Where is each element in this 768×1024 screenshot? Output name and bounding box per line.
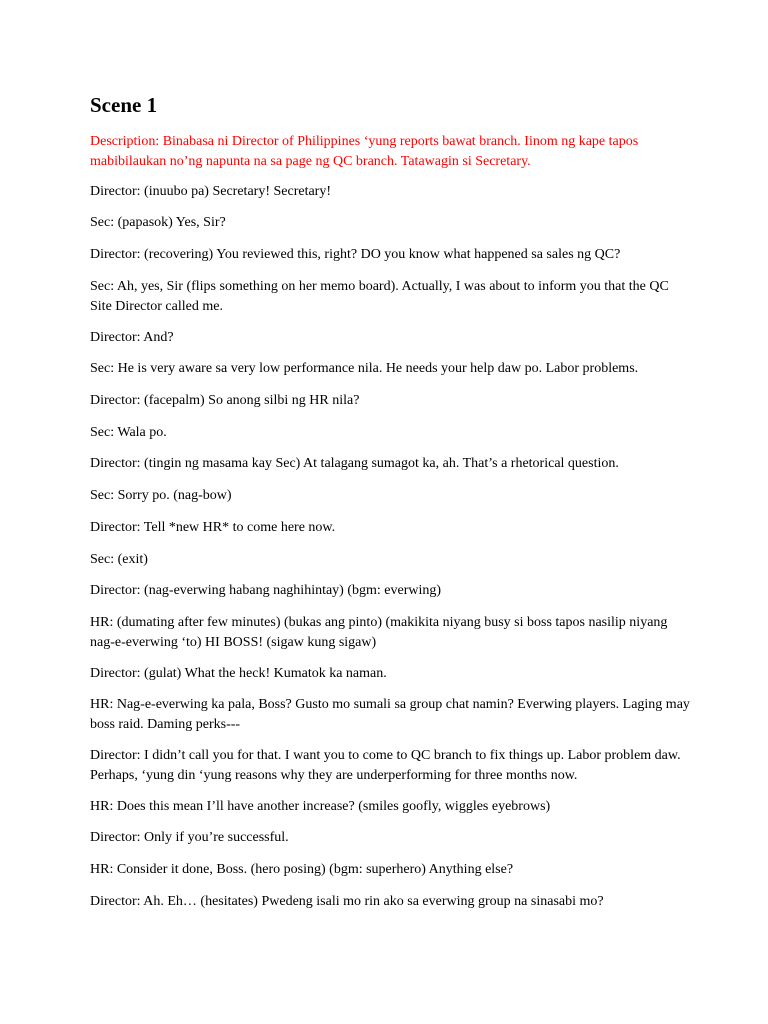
dialogue-line: Sec: He is very aware sa very low performance nila. He needs your help daw po. Labor problems. — [90, 361, 639, 376]
dialogue-line: Director: Only if you’re successful. — [90, 830, 289, 845]
dialogue-line: Director: (inuubo pa) Secretary! Secretary! — [90, 184, 331, 199]
dialogue-line: Sec: (papasok) Yes, Sir? — [90, 215, 226, 230]
dialogue-line: Director: Ah. Eh… (hesitates) Pwedeng isali mo rin ako sa everwing group na sinasabi mo? — [90, 894, 604, 909]
dialogue-line: Director: And? — [90, 330, 174, 345]
dialogue-line: Sec: (exit) — [90, 552, 148, 567]
dialogue-line: Director: (recovering) You reviewed this, right? DO you know what happened sa sales ng QC? — [90, 247, 621, 262]
dialogue-line: HR: (dumating after few minutes) (bukas ang pinto) (makikita niyang busy si boss tapos nasilip niyang nag-e-everwing ‘to) HI BOSS! (sigaw kung sigaw) — [90, 615, 668, 650]
scene-description: Description: Binabasa ni Director of Philippines ‘yung reports bawat branch. Iinom ng kape tapos mabibilaukan no’ng napunta na sa page ng QC branch. Tatawagin si Secretary. — [90, 134, 639, 169]
dialogue-line: HR: Consider it done, Boss. (hero posing) (bgm: superhero) Anything else? — [90, 862, 514, 877]
dialogue-line: Sec: Ah, yes, Sir (flips something on her memo board). Actually, I was about to inform you that the QC Site Director called me. — [90, 279, 669, 314]
dialogue-line: Director: (tingin ng masama kay Sec) At talagang sumagot ka, ah. That’s a rhetorical question. — [90, 456, 619, 471]
dialogue-line: Sec: Sorry po. (nag-bow) — [90, 488, 232, 503]
dialogue-line: Director: I didn’t call you for that. I want you to come to QC branch to fix things up. Labor problem daw. Perhaps, ‘yung din ‘yung reasons why they are underperforming for three months now. — [90, 748, 681, 783]
scene-title: Scene 1 — [90, 93, 158, 117]
dialogue-line: Director: Tell *new HR* to come here now. — [90, 520, 336, 535]
dialogue-line: Director: (nag-everwing habang naghihintay) (bgm: everwing) — [90, 583, 442, 598]
dialogue-line: Director: (gulat) What the heck! Kumatok ka naman. — [90, 666, 387, 681]
dialogue-line: Sec: Wala po. — [90, 425, 167, 440]
dialogue-line: Director: (facepalm) So anong silbi ng HR nila? — [90, 393, 360, 408]
dialogue-line: HR: Nag-e-everwing ka pala, Boss? Gusto mo sumali sa group chat namin? Everwing players. Laging may boss raid. Daming perks--- — [90, 697, 690, 732]
dialogue-line: HR: Does this mean I’ll have another increase? (smiles goofly, wiggles eyebrows) — [90, 799, 551, 814]
